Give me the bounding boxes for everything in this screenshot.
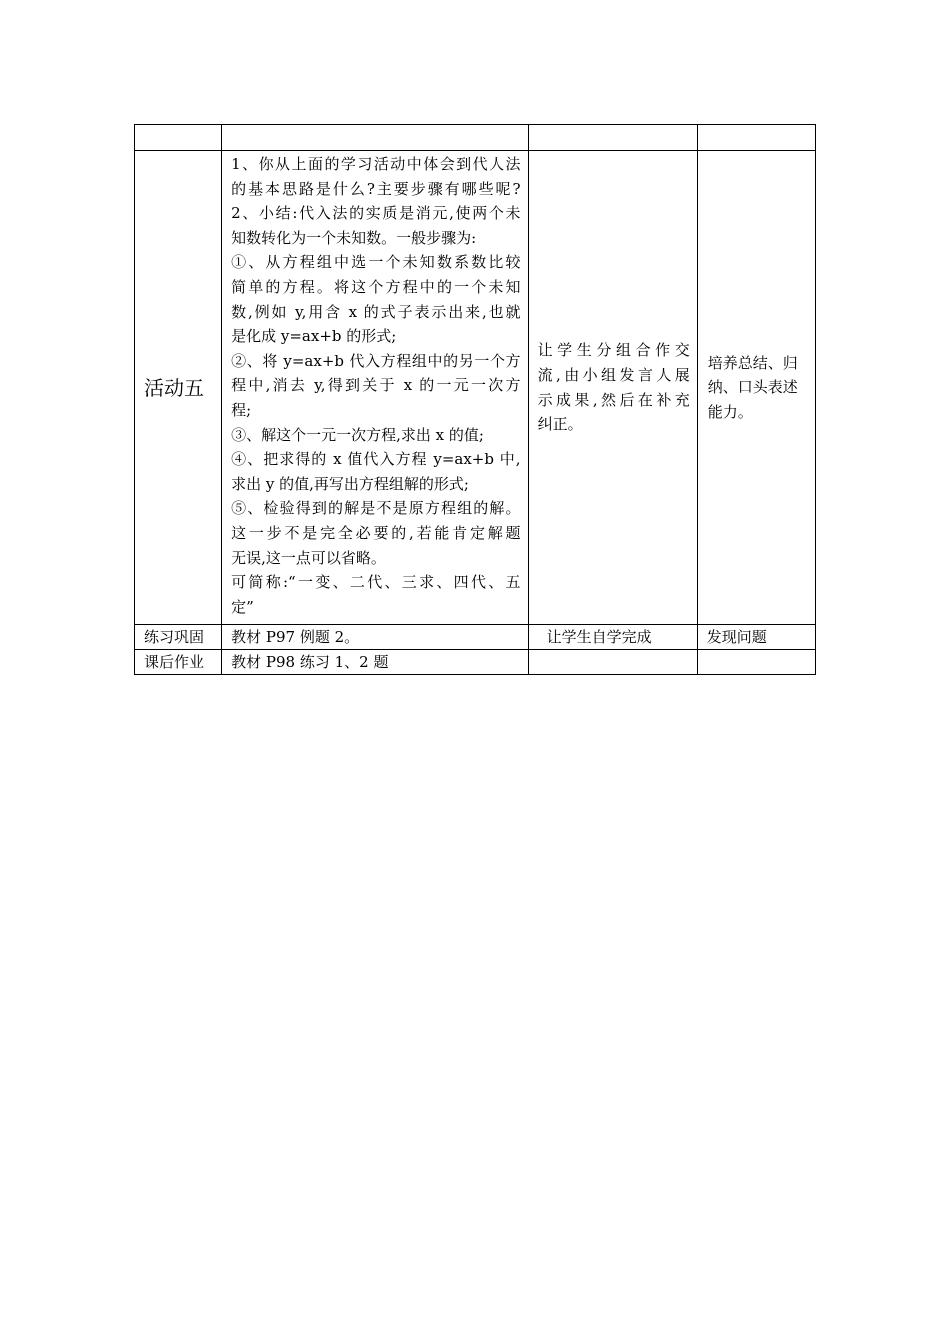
empty-cell [222, 125, 528, 151]
table-row-empty [135, 125, 816, 151]
goal-line: 纳、口头表述 [707, 378, 798, 397]
activity-content-cell [222, 151, 528, 625]
teaching-goal-cell [697, 151, 815, 625]
empty-cell [528, 125, 697, 151]
practice-method-cell: 让学生自学完成 [528, 625, 697, 650]
method-line: 示成果,然后在补充 [537, 390, 690, 409]
content-line: 定” [231, 597, 254, 616]
practice-content-cell: 教材 P97 例题 2。 [222, 625, 528, 650]
content-line: 求出 y 的值,再写出方程组解的形式; [231, 474, 469, 493]
content-line: 程中,消去 y,得到关于 x 的一元一次方 [231, 376, 521, 395]
homework-content-cell: 教材 P98 练习 1、2 题 [222, 650, 528, 675]
content-line: 无误,这一点可以省略。 [231, 548, 386, 567]
method-line: 让学生分组合作交 [537, 341, 690, 360]
content-line: 简单的方程。将这个方程中的一个未知 [231, 277, 521, 296]
content-line: ④、把求得的 x 值代入方程 y=ax+b 中, [231, 450, 521, 469]
lesson-plan-table [134, 124, 816, 675]
content-line: 知数转化为一个未知数。一般步骤为: [231, 228, 477, 247]
empty-cell [697, 125, 815, 151]
content-line: 这一步不是完全必要的,若能肯定解题 [231, 523, 521, 542]
content-line: 可简称:“一变、二代、三求、四代、五 [231, 573, 521, 592]
content-line: 1、你从上面的学习活动中体会到代人法 [231, 155, 521, 173]
content-line: 的基本思路是什么?主要步骤有哪些呢? [231, 179, 521, 198]
content-line: 是化成 y=ax+b 的形式; [231, 327, 397, 346]
table-row-practice [135, 625, 816, 650]
method-line: 纠正。 [537, 415, 583, 434]
practice-name-cell: 练习巩固 [135, 625, 222, 650]
content-line: 2、小结:代入法的实质是消元,使两个未 [231, 204, 521, 223]
content-line: ②、将 y=ax+b 代入方程组中的另一个方 [231, 351, 521, 370]
table-row-homework [135, 650, 816, 675]
homework-method-cell [528, 650, 697, 675]
content-line: ⑤、检验得到的解是不是原方程组的解。 [231, 499, 521, 518]
homework-goal-cell [697, 650, 815, 675]
content-line: ①、从方程组中选一个未知数系数比较 [231, 253, 521, 272]
activity-name-cell: 活动五 [135, 151, 222, 625]
teaching-method-cell [528, 151, 697, 625]
homework-name-cell: 课后作业 [135, 650, 222, 675]
content-line: 程; [231, 400, 252, 419]
empty-cell [135, 125, 222, 151]
table-row-activity5 [135, 151, 816, 625]
content-line: 数,例如 y,用含 x 的式子表示出来,也就 [231, 302, 521, 321]
goal-line: 能力。 [707, 402, 753, 421]
content-line: ③、解这个一元一次方程,求出 x 的值; [231, 425, 484, 444]
practice-goal-cell: 发现问题 [697, 625, 815, 650]
method-line: 流,由小组发言人展 [537, 365, 690, 384]
goal-line: 培养总结、归 [707, 353, 798, 372]
